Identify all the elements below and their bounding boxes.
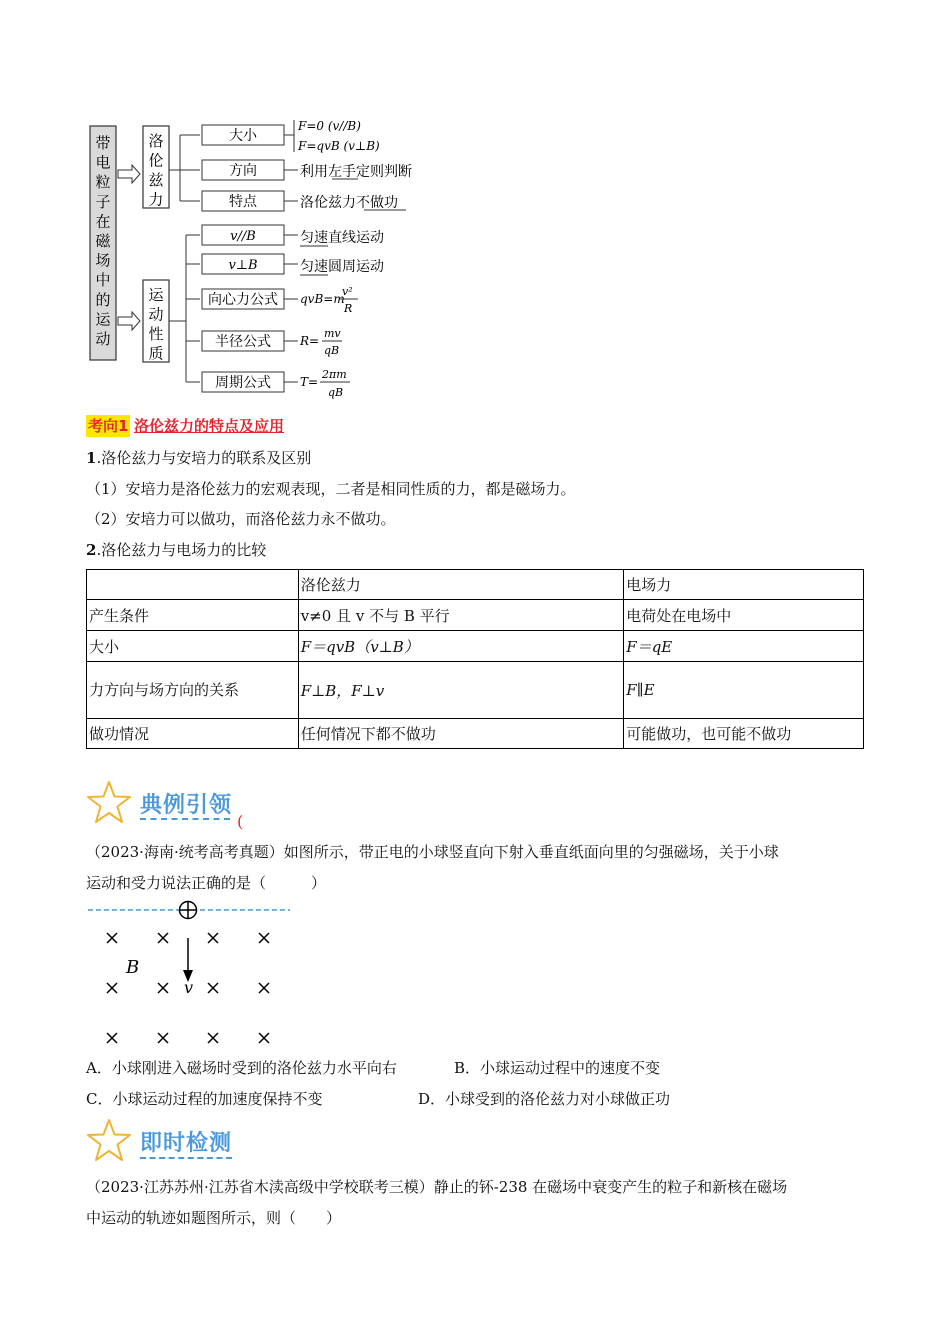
vertical-char: 在 xyxy=(95,212,111,231)
table-cell: 可能做功，也可能不做功 xyxy=(624,719,864,749)
option-c[interactable]: C．小球运动过程的加速度保持不变 xyxy=(86,1090,323,1108)
hollow-arrow-1 xyxy=(118,165,140,183)
motion-item-period: 周期公式 xyxy=(215,375,271,391)
vertical-char: 动 xyxy=(95,330,111,348)
vertical-char: 质 xyxy=(148,344,164,363)
hollow-arrow-2 xyxy=(118,312,140,330)
vertical-char: 的 xyxy=(95,290,111,309)
section-1-num: 1 xyxy=(86,449,97,467)
table-cell: 电荷处在电场中 xyxy=(624,600,864,631)
star-icon xyxy=(86,780,132,824)
period-formula-den: qB xyxy=(328,386,344,399)
vertical-char: 子 xyxy=(95,192,111,211)
table-header-row xyxy=(87,570,864,600)
root-label xyxy=(95,134,111,348)
force-item-feature: 特点 xyxy=(229,194,257,210)
table-row xyxy=(87,631,864,662)
vertical-char: 运 xyxy=(95,310,111,329)
table-header-cell: 洛伦兹力 xyxy=(298,570,624,600)
period-formula-lhs: T= xyxy=(300,375,319,389)
branch-force-label xyxy=(148,132,164,209)
concept-diagram xyxy=(80,110,440,410)
table-cell: F⊥B，F⊥v xyxy=(298,662,624,719)
period-formula-num: 2πm xyxy=(322,368,347,381)
vertical-char: 场 xyxy=(95,251,111,270)
test-heading: 即时检测 xyxy=(140,1131,233,1156)
table-header-cell: 电场力 xyxy=(624,570,864,600)
force-item-size: 大小 xyxy=(229,128,257,144)
topic-tag: 考向1 xyxy=(88,417,129,435)
vertical-char: 性 xyxy=(148,325,164,343)
vertical-char: 洛 xyxy=(148,132,164,150)
table-cell: F＝qE xyxy=(624,631,864,662)
vertical-char: 磁 xyxy=(95,232,111,250)
vertical-char: 兹 xyxy=(148,171,164,189)
section-2-num: 2 xyxy=(86,541,97,559)
example-heading: 典例引领 xyxy=(140,793,233,818)
vertical-char: 力 xyxy=(148,190,164,209)
centripetal-formula-den: R xyxy=(344,302,353,315)
motion-item-perp: v⊥B xyxy=(228,258,258,273)
test-heading-underline xyxy=(140,1157,232,1159)
motion-item-parallel: v//B xyxy=(230,229,256,244)
force-feature-detail: 洛伦兹力不做功 xyxy=(300,195,398,211)
vertical-char: 粒 xyxy=(95,173,111,192)
option-b[interactable]: B．小球运动过程中的速度不变 xyxy=(454,1059,661,1077)
table-row xyxy=(87,662,864,719)
section-1-point-1: （1）安培力是洛伦兹力的宏观表现，二者是相同性质的力，都是磁场力。 xyxy=(86,480,576,498)
example-question-line-2: 运动和受力说法正确的是（ ） xyxy=(86,874,327,892)
table-cell: 力方向与场方向的关系 xyxy=(87,662,299,719)
topic-title: 洛伦兹力的特点及应用 xyxy=(134,417,285,435)
table-header-cell xyxy=(87,570,299,600)
vertical-char: 伦 xyxy=(148,151,164,170)
force-item-direction: 方向 xyxy=(229,163,257,179)
table-cell: F∥E xyxy=(624,662,864,719)
centripetal-formula-lhs: qvB=m xyxy=(300,292,345,306)
vertical-char: 带 xyxy=(95,134,111,152)
field-label-B: B xyxy=(126,957,140,978)
table-cell: v≠0 且 v 不与 B 平行 xyxy=(298,600,624,631)
radius-formula-den: qB xyxy=(324,344,340,357)
vertical-char: 运 xyxy=(148,286,164,304)
force-size-detail-a: F=0 (v//B) xyxy=(298,119,361,133)
motion-item-radius: 半径公式 xyxy=(215,334,271,350)
test-question-line-1: （2023·江苏苏州·江苏省木渎高级中学校联考三模）静止的钚-238 在磁场中衰变产生的粒子和新核在磁场 xyxy=(86,1178,788,1196)
stray-paren: ( xyxy=(237,812,244,831)
vertical-char: 动 xyxy=(148,305,164,324)
table-cell: F＝qvB（v⊥B） xyxy=(298,631,624,662)
force-size-detail-b: F=qvB (v⊥B) xyxy=(298,139,380,153)
vertical-char: 电 xyxy=(95,153,111,172)
magnetic-field-figure xyxy=(86,898,296,1054)
test-question-line-2: 中运动的轨迹如题图所示，则（ ） xyxy=(86,1209,342,1227)
option-a[interactable]: A．小球刚进入磁场时受到的洛伦兹力水平向右 xyxy=(86,1059,397,1077)
section-2-heading xyxy=(86,539,266,561)
velocity-arrow xyxy=(183,938,193,982)
motion-perp-detail: 匀速圆周运动 xyxy=(300,259,384,275)
section-1-point-2: （2）安培力可以做功，而洛伦兹力永不做功。 xyxy=(86,510,396,528)
radius-formula-lhs: R= xyxy=(300,334,320,348)
table-cell: 任何情况下都不做功 xyxy=(298,719,624,749)
branch-motion-label xyxy=(148,286,164,363)
example-heading-underline xyxy=(140,818,230,820)
motion-item-centripetal: 向心力公式 xyxy=(208,292,278,308)
section-2-title: .洛伦兹力与电场力的比较 xyxy=(96,541,267,559)
table-row xyxy=(87,719,864,749)
section-1-title: .洛伦兹力与安培力的联系及区别 xyxy=(96,449,312,467)
positive-charge-icon xyxy=(180,902,197,919)
centripetal-formula-num: v² xyxy=(342,285,353,298)
star-icon xyxy=(86,1118,132,1162)
vertical-char: 中 xyxy=(95,271,111,290)
example-question-line-1: （2023·海南·统考高考真题）如图所示，带正电的小球竖直向下射入垂直纸面向里的匀强磁场，关于小球 xyxy=(86,843,779,861)
comparison-table xyxy=(86,569,864,749)
table-row xyxy=(87,600,864,631)
table-cell: 做功情况 xyxy=(87,719,299,749)
force-direction-detail: 利用左手定则判断 xyxy=(300,164,412,180)
table-cell: 大小 xyxy=(87,631,299,662)
section-1-heading xyxy=(86,447,311,469)
table-cell: 产生条件 xyxy=(87,600,299,631)
motion-parallel-detail: 匀速直线运动 xyxy=(300,230,384,246)
radius-formula-num: mv xyxy=(324,327,341,340)
option-d[interactable]: D．小球受到的洛伦兹力对小球做正功 xyxy=(418,1090,671,1108)
velocity-label-v: v xyxy=(184,978,194,997)
